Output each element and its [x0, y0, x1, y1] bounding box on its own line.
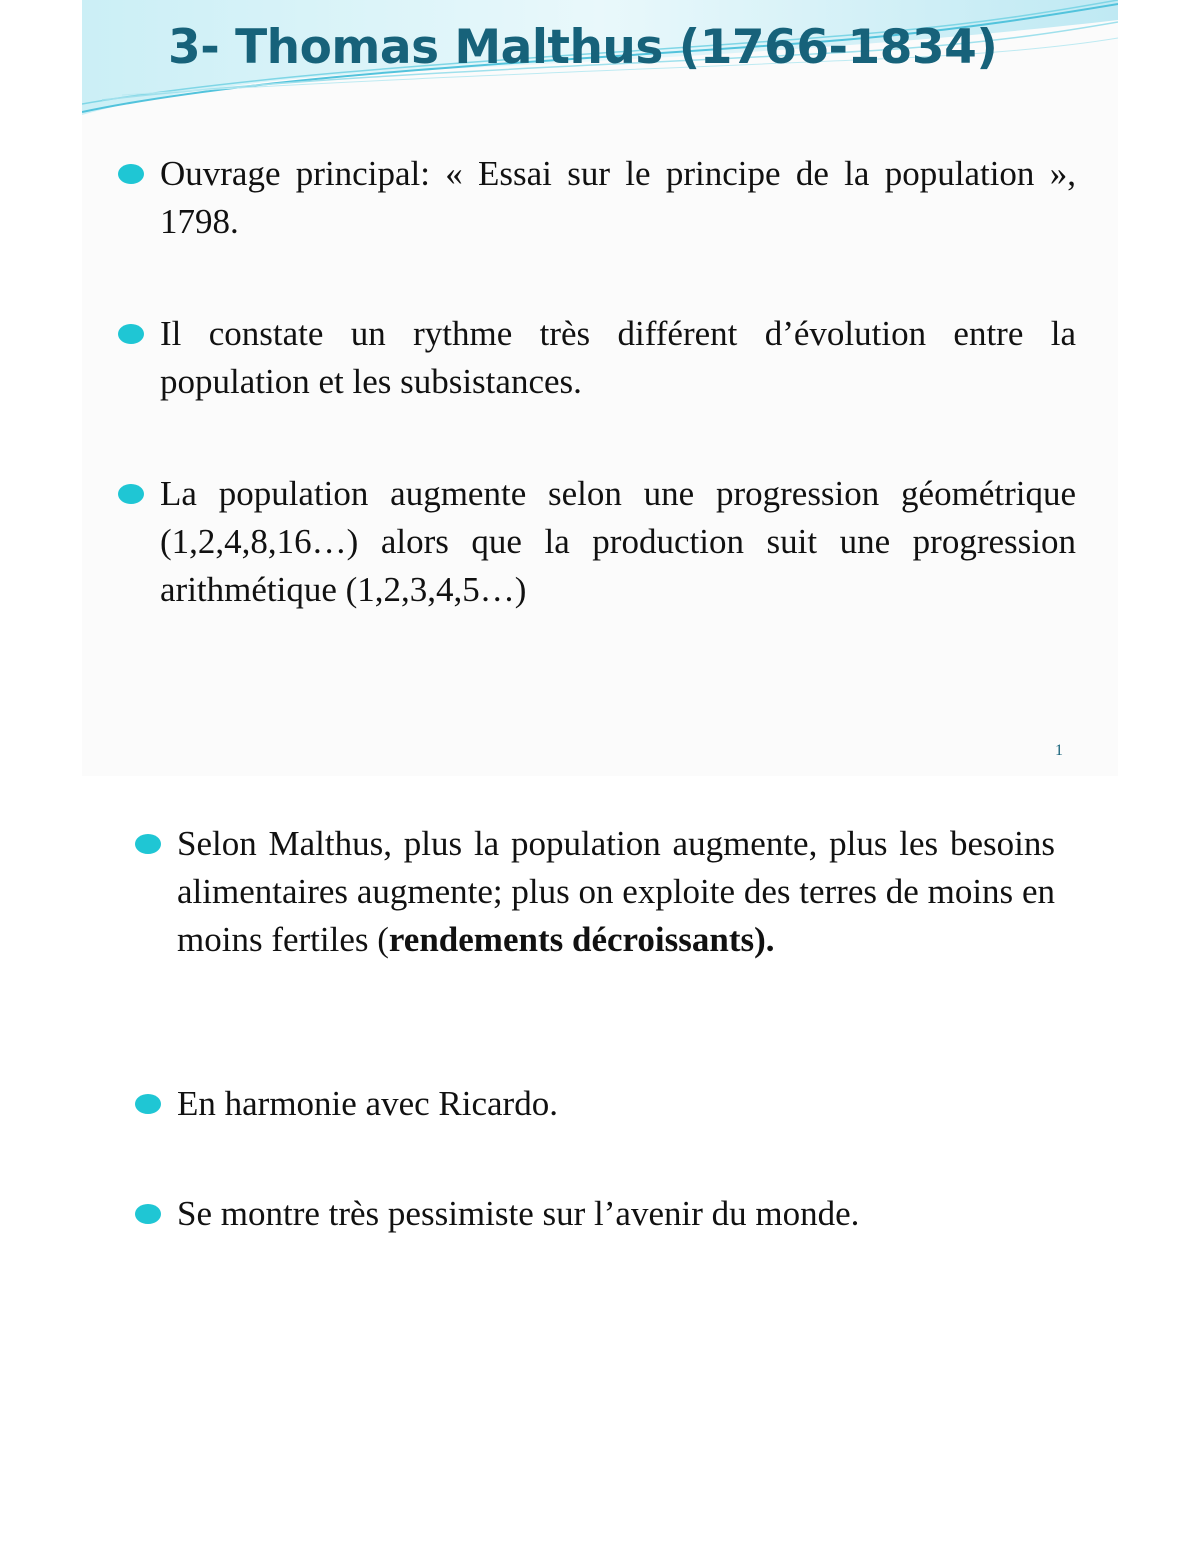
page-number: 1 — [1055, 742, 1063, 759]
bullet-item — [135, 1080, 1055, 1128]
bullet-text: Se montre très pessimiste sur l’avenir du monde. — [177, 1194, 860, 1233]
bullet-dot-icon — [135, 1094, 161, 1114]
slide-2 — [135, 820, 1055, 1260]
bullet-item — [118, 310, 1076, 406]
bullet-dot-icon — [118, 324, 144, 344]
slide-title: 3- Thomas Malthus (1766-1834) — [168, 20, 998, 75]
slide-1 — [82, 0, 1118, 776]
bullet-dot-icon — [135, 834, 161, 854]
bullet-item — [135, 820, 1055, 964]
bullet-text: La population augmente selon une progression géométrique (1,2,4,8,16…) alors que la production suit une progression arithmétique (1,2,3,4,5…) — [160, 474, 1076, 609]
bullet-item — [118, 470, 1076, 614]
bullet-text: Ouvrage principal: « Essai sur le principe de la population », 1798. — [160, 154, 1076, 241]
bullet-text-regular: Selon Malthus, plus la population augmente, plus les besoins alimentaires augmente; plus on exploite des terres de moins en moins fertiles ( — [177, 824, 1055, 959]
bullet-text: En harmonie avec Ricardo. — [177, 1084, 558, 1123]
bullet-dot-icon — [118, 164, 144, 184]
bullet-dot-icon — [118, 484, 144, 504]
bullet-item — [135, 1190, 1055, 1238]
bullet-dot-icon — [135, 1204, 161, 1224]
bullet-item — [118, 150, 1076, 246]
bullet-text — [177, 820, 1055, 964]
bullet-text: Il constate un rythme très différent d’évolution entre la population et les subsistances. — [160, 314, 1076, 401]
bullet-text-bold: rendements décroissants). — [388, 920, 775, 959]
